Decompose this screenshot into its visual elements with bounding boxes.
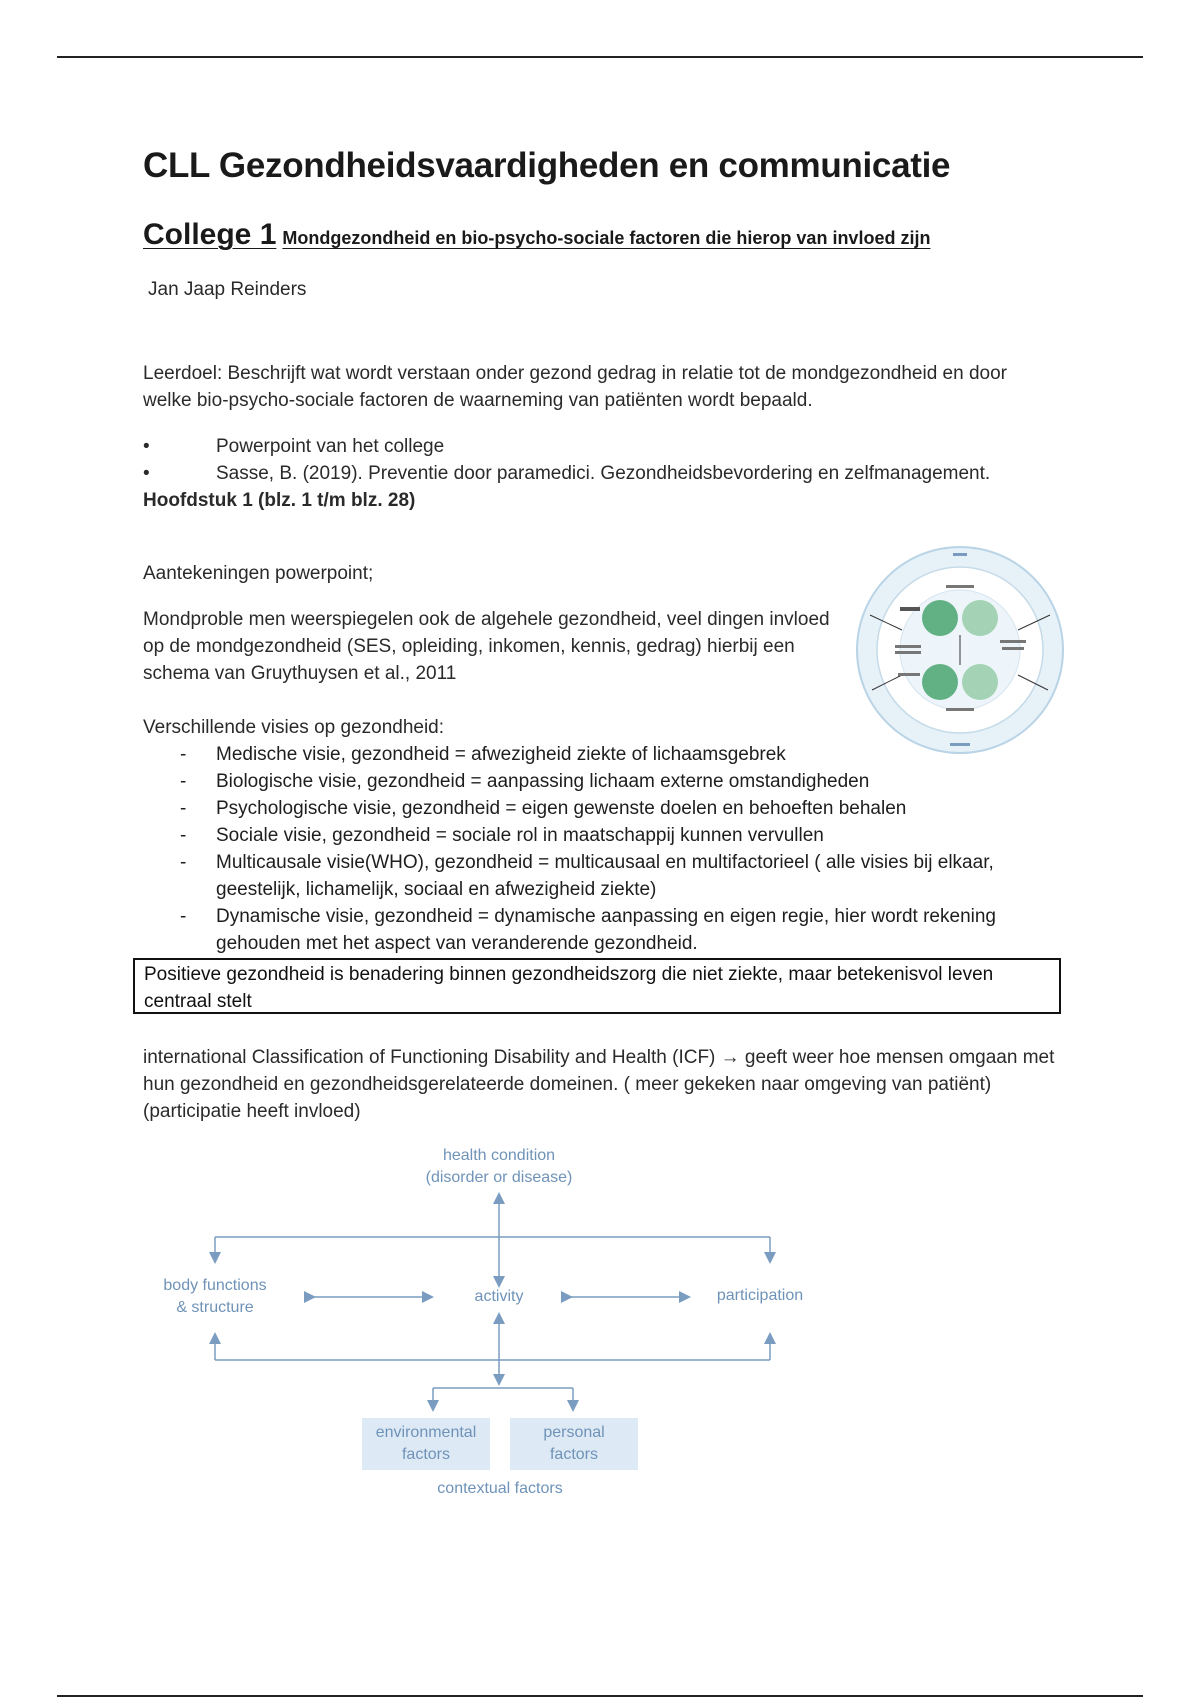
bullet-item: [143, 433, 1043, 460]
bullet-marker: •: [143, 463, 150, 484]
list-item: - Medische visie, gezondheid = afwezigheid ziekte of lichaamsgebrek: [180, 741, 1060, 768]
bullet-bold-text: Hoofdstuk 1 (blz. 1 t/m blz. 28): [143, 490, 416, 511]
environmental-factors-label: [362, 1422, 490, 1466]
health-condition-text: health condition: [442, 1147, 556, 1164]
document-title: CLL Gezondheidsvaardigheden en communicatie: [143, 146, 951, 185]
bullet-marker: •: [143, 436, 150, 457]
mond-paragraph: Mondproble men weerspiegelen ook de algehele gezondheid, veel dingen invloed op de mondgezondheid (SES, opleiding, inkomen, kennis, gedrag) hierbij een schema van Gruythuysen et al., 2011: [143, 609, 830, 684]
bullet-item: [143, 460, 1043, 514]
college-heading: [143, 218, 930, 252]
factors-text: factors: [401, 1446, 450, 1463]
list-item: - Sociale visie, gezondheid = sociale rol in maatschappij kunnen vervullen: [180, 822, 1060, 849]
participation-label: participation: [716, 1287, 804, 1304]
visies-heading: Verschillende visies op gezondheid:: [143, 717, 445, 738]
list-item: - Dynamische visie, gezondheid = dynamische aanpassing en eigen regie, hier wordt rekening gehouden met het aspect van veranderende gezondheid.: [180, 903, 1060, 957]
gruythuysen-schema-image: [850, 545, 1070, 755]
contextual-factors-label: contextual factors: [437, 1480, 563, 1497]
health-condition-label: [399, 1145, 599, 1189]
bottom-rule: [57, 1695, 1143, 1697]
disorder-text: (disorder or disease): [425, 1169, 573, 1186]
college-number: College 1: [143, 218, 277, 251]
personal-text: personal: [543, 1424, 605, 1441]
structure-text: & structure: [176, 1299, 254, 1316]
list-item: - Multicausale visie(WHO), gezondheid = multicausaal en multifactorieel ( alle visies bij elkaar, geestelijk, lichamelijk, sociaal en afwezigheid ziekte): [180, 849, 1060, 903]
icf-paragraph: international Classification of Functioning Disability and Health (ICF) → geeft weer hoe mensen omgaan met hun gezondheid en gezondheidsgerelateerde domeinen. ( meer gekeken naar omgeving van patiënt) (participatie heeft invloed): [143, 1047, 1055, 1122]
list-item: - Psychologische visie, gezondheid = eigen gewenste doelen en behoeften behalen: [180, 795, 1060, 822]
environmental-text: environmental: [375, 1424, 477, 1441]
bullet-text: Sasse, B. (2019). Preventie door paramedici. Gezondheidsbevordering en zelfmanagement.: [216, 463, 991, 484]
factors-text: factors: [549, 1446, 598, 1463]
list-item: - Biologische visie, gezondheid = aanpassing lichaam externe omstandigheden: [180, 768, 1060, 795]
learning-goal: Leerdoel: Beschrijft wat wordt verstaan onder gezond gedrag in relatie tot de mondgezondheid en door welke bio-psycho-sociale factoren de waarneming van patiënten wordt bepaald.: [143, 363, 1007, 411]
personal-factors-label: [510, 1422, 638, 1466]
icf-diagram-lines: [140, 1140, 840, 1510]
icf-diagram: [140, 1140, 840, 1510]
college-subtitle: Mondgezondheid en bio-psycho-sociale factoren die hierop van invloed zijn: [282, 228, 931, 248]
activity-label: activity: [474, 1288, 524, 1305]
author: Jan Jaap Reinders: [148, 279, 307, 300]
top-rule: [57, 56, 1143, 58]
body-functions-text: body functions: [163, 1277, 267, 1294]
bullet-text: Powerpoint van het college: [216, 436, 445, 457]
positive-health-box: Positieve gezondheid is benadering binnen gezondheidszorg die niet ziekte, maar betekenisvol leven centraal stelt: [133, 958, 1061, 1014]
notes-heading: Aantekeningen powerpoint;: [143, 563, 374, 584]
body-functions-label: [140, 1275, 290, 1319]
visies-list: [180, 741, 1060, 957]
